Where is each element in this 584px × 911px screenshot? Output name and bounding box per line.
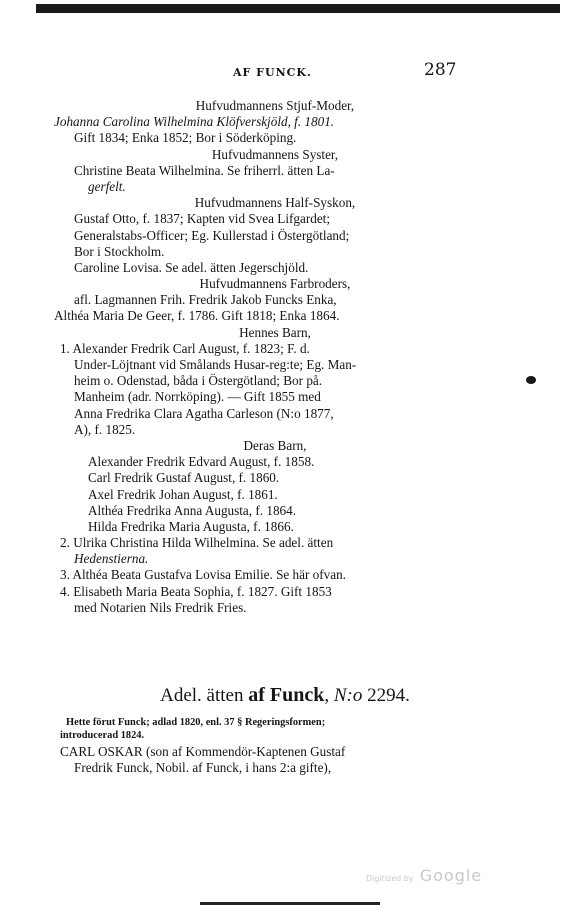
section-title-prefix: Adel. ätten (160, 685, 249, 706)
watermark-prefix: Digitized by (366, 874, 414, 883)
text-line: 1. Alexander Fredrik Carl August, f. 1823; F. d. (60, 340, 310, 356)
text-line: 3. Althéa Beata Gustafva Lovisa Emilie. Se här ofvan. (60, 567, 347, 583)
section-title-no: N:o (333, 685, 363, 706)
text-line: Hedenstierna. (74, 551, 149, 567)
text-line: Hufvudmannens Syster, (211, 146, 339, 162)
text-line: Manheim (adr. Norrköping). — Gift 1855 med (74, 389, 321, 405)
text-line: A), f. 1825. (74, 421, 136, 437)
top-edge-bar (36, 4, 560, 13)
text-line: Carl Fredrik Gustaf August, f. 1860. (88, 470, 280, 486)
text-line: 4. Elisabeth Maria Beata Sophia, f. 1827. Gift 1853 (60, 583, 332, 599)
text-line: med Notarien Nils Fredrik Fries. (74, 599, 247, 615)
family-section (60, 681, 510, 777)
text-line: Johanna Carolina Wilhelmina Klöfverskjöld, f. 1801. (54, 114, 335, 130)
running-title: AF FUNCK. (233, 66, 312, 79)
text-line: Althéa Fredrika Anna Augusta, f. 1864. (88, 502, 297, 518)
text-line: Deras Barn, (243, 437, 307, 453)
text-line: Hilda Fredrika Maria Augusta, f. 1866. (88, 518, 294, 534)
text-line: Alexander Fredrik Edvard August, f. 1858. (88, 454, 315, 470)
page-header (0, 60, 584, 84)
digitized-watermark (366, 866, 482, 885)
section-title-sep: , (324, 685, 334, 706)
text-line: Bor i Stockholm. (74, 243, 165, 259)
text-line: Anna Fredrika Clara Agatha Carleson (N:o 1877, (74, 405, 334, 421)
section-title (60, 681, 510, 710)
watermark-brand: Google (419, 866, 483, 885)
section-note-1: Hette förut Funck; adlad 1820, enl. 37 § Regeringsformen; (66, 717, 326, 728)
section-title-number: 2294. (362, 685, 410, 706)
section-body-1: CARL OSKAR (son af Kommendör-Kaptenen Gustaf (60, 744, 346, 759)
text-line: Hennes Barn, (239, 324, 311, 340)
bottom-edge-line (200, 902, 380, 905)
text-line: gerfelt. (88, 178, 126, 194)
section-title-name: af Funck (248, 684, 325, 706)
text-line: heim o. Odenstad, båda i Östergötland; Bor på. (74, 373, 323, 389)
section-body-2: Fredrik Funck, Nobil. af Funck, i hans 2:a gifte), (74, 760, 332, 776)
text-line: Christine Beata Wilhelmina. Se friherrl. ätten La- (74, 162, 335, 178)
text-line: Caroline Lovisa. Se adel. ätten Jegerschjöld. (74, 259, 309, 275)
text-line: Althéa Maria De Geer, f. 1786. Gift 1818; Enka 1864. (54, 308, 340, 324)
ink-blot (526, 376, 536, 384)
text-line: Under-Löjtnant vid Smålands Husar-reg:te; Eg. Man- (74, 357, 357, 372)
text-line: Hufvudmannens Stjuf-Moder, (195, 98, 355, 113)
text-line: Gift 1834; Enka 1852; Bor i Söderköping. (74, 130, 297, 146)
page-number: 287 (424, 60, 457, 80)
text-line: Gustaf Otto, f. 1837; Kapten vid Svea Lifgardet; (74, 211, 330, 227)
text-line: afl. Lagmannen Frih. Fredrik Jakob Funcks Enka, (74, 292, 337, 308)
text-line: 2. Ulrika Christina Hilda Wilhelmina. Se adel. ätten (60, 535, 334, 551)
text-line: Axel Fredrik Johan August, f. 1861. (88, 486, 278, 502)
text-line: Hufvudmannens Farbroders, (199, 276, 351, 292)
text-line: Generalstabs-Officer; Eg. Kullerstad i Östergötland; (74, 227, 350, 243)
text-line: Hufvudmannens Half-Syskon, (194, 195, 356, 211)
section-note-2: introducerad 1824. (60, 730, 145, 741)
entry-text (54, 98, 490, 616)
